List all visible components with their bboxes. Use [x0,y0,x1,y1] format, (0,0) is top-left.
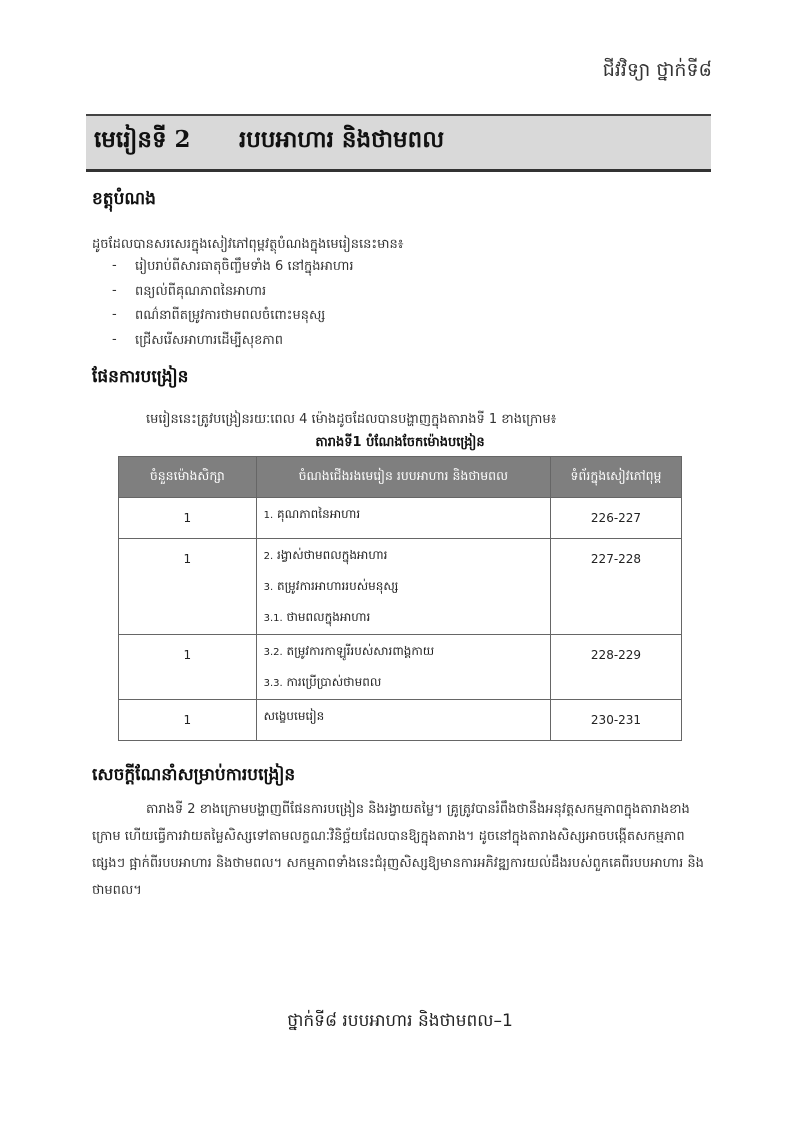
objective-text: ជ្រើសរើសអាហារដើម្បីសុខភាព [135,332,284,348]
lesson-number: មេរៀនទី 2 [94,126,191,153]
objectives-list [112,258,353,356]
hours-value: 1 [183,713,192,727]
hours-value: 1 [183,511,192,525]
objective-text: ពណ៌នាពីតម្រូវការថាមពលចំពោះមនុស្ស [135,308,326,323]
subtitle-line [258,636,549,667]
column-header-pages: ទំព័រក្នុងសៀវភៅពុម្ព [550,457,681,498]
subtitle-line [258,540,549,571]
bullet-dash: - [112,307,117,322]
subtitle-line [258,571,549,602]
objective-text: រៀបរាប់ពីសារធាតុចិញ្ចឹមទាំង 6 នៅក្នុងអាហារ [135,259,354,274]
subtitle-text: ថាមពលក្នុងអាហារ [286,610,371,624]
subtitle-number: 1. [263,510,274,521]
subtitle-number: 3. [263,582,274,593]
page-footer: ថ្នាក់ទី៨ របបអាហារ និងថាមពល–1 [287,1011,513,1031]
subtitle-text: តម្រូវការអាហាររបស់មនុស្ស [276,579,399,593]
list-item [112,283,353,308]
subtitle-text: រង្វាស់ថាមពលក្នុងអាហារ [276,548,388,562]
subtitle-text: សង្ខេបមេរៀន [263,709,325,723]
objectives-intro: ដូចដែលបានសរសេរក្នុងសៀវភៅពុម្ពវត្ថុបំណងក្នុងមេរៀននេះមាន៖ [92,237,404,252]
plan-intro: មេរៀននេះត្រូវបង្រៀនរយៈពេល 4 ម៉ោងដូចដែលបានបង្ហាញក្នុងតារាងទី 1 ខាងក្រោម៖ [146,412,557,427]
column-header-hours: ចំនួនម៉ោងសិក្សា [119,457,257,498]
column-header-subtitle: ចំណងជើងរងមេរៀន របបអាហារ និងថាមពល [256,457,550,498]
hours-value: 1 [183,648,192,662]
guide-paragraph: តារាងទី 2 ខាងក្រោមបង្ហាញពីផែនការបង្រៀន និងរង្វាយតម្លៃ។ គ្រូត្រូវបានរំពឹងថានឹងអនុវត្តសកម្មភាពក្នុងតារាងខាងក្រោម ហើយធ្វើការវាយតម្លៃសិស្សទៅតាមលក្ខណៈវិនិច្ឆ័យដែលបានឱ្យក្នុងតារាង។ ដូចនៅក្នុងតារាងសិស្សអាចបង្កើតសកម្មភាពផ្សេងៗ ផ្អាក់ពីរបបអាហារ និងថាមពល។ សកម្មភាពទាំងនេះជំរុញសិស្សឱ្យមានការអភិវឌ្ឍការយល់ដឹងរបស់ពួកគេពីរបបអាហារ និង ថាមពល។ [92,802,704,898]
hours-cell [119,539,257,635]
list-item [112,332,353,357]
hours-cell [119,700,257,741]
subtitle-line [258,667,549,698]
subtitle-number: 3.1. [263,613,283,624]
pages-cell [550,635,681,700]
table-row [119,700,682,741]
plan-heading: ផែនការបង្រៀន [92,367,189,387]
pages-cell [550,498,681,539]
lesson-hours-table [118,456,682,741]
subtitle-number: 3.3. [263,678,283,689]
table-row [119,635,682,700]
subtitle-cell [256,498,550,539]
hours-cell [119,635,257,700]
subtitle-text: ការប្រើប្រាស់ថាមពល [286,675,382,689]
pages-value: 226-227 [590,511,642,525]
subtitle-line [258,701,549,732]
objective-text: ពន្យល់ពីគុណភាពនៃអាហារ [135,283,267,299]
lesson-title: របបអាហារ និងថាមពល [239,126,445,153]
subtitle-line [258,499,549,530]
subtitle-number: 2. [263,551,274,562]
list-item [112,307,353,332]
hours-value: 1 [183,552,192,566]
table-row [119,498,682,539]
bullet-dash: - [112,331,117,347]
subtitle-text: តម្រូវការកាឡូរីរបស់សារពាង្គកាយ [286,644,435,658]
grade-header: ជីវវិទ្យា ថ្នាក់ទី៨ [602,59,712,81]
subtitle-text: គុណភាពនៃអាហារ [276,507,361,521]
table-row [119,539,682,635]
lesson-title-bar [86,114,711,172]
subtitle-cell [256,539,550,635]
bullet-dash: - [112,282,117,298]
subtitle-line [258,602,549,633]
table-header-row [119,457,682,498]
subtitle-cell [256,635,550,700]
subtitle-cell [256,700,550,741]
subtitle-number: 3.2. [263,647,283,658]
pages-value: 230-231 [590,713,642,727]
pages-cell [550,700,681,741]
objectives-heading: ខត្តុបំណង [92,189,156,209]
pages-value: 228-229 [590,648,642,662]
pages-value: 227-228 [590,552,642,566]
hours-cell [119,498,257,539]
table-caption: តារាងទី1 បំណែងចែកម៉ោងបង្រៀន [315,435,485,450]
guide-heading: សេចក្តីណែនាំសម្រាប់ការបង្រៀន [92,765,296,785]
bullet-dash: - [112,258,117,273]
pages-cell [550,539,681,635]
list-item [112,258,353,283]
